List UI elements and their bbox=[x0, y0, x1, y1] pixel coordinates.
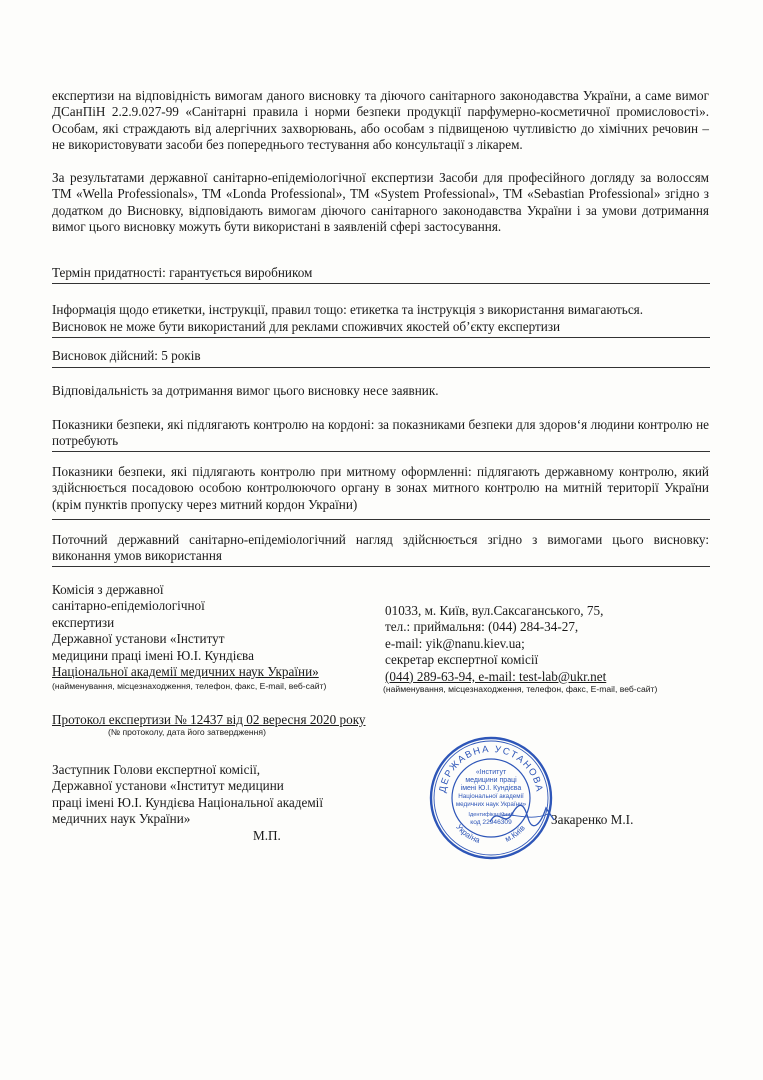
commission-line: експертизи bbox=[52, 614, 115, 630]
stamp-id-code: код 22946309 bbox=[470, 819, 512, 826]
stamp-bottom-left: Україна bbox=[454, 822, 482, 845]
commission-line: медицини праці імені Ю.І. Кундієва bbox=[52, 647, 254, 663]
divider bbox=[52, 519, 710, 520]
border-control: Показники безпеки, які підлягають контролю на кордоні: за показниками безпеки для здоров‘я людини контролю не потребують bbox=[52, 417, 709, 449]
validity: Висновок дійсний: 5 років bbox=[52, 348, 201, 363]
stamp-inner-line: «Інститут bbox=[475, 769, 507, 776]
customs-control: Показники безпеки, які підлягають контролю при митному оформленні: підлягають державному контролю, який здійснюється посадовою особою контролюючого органу в зонах митного контролю на митній території України (крім пунктів пропуску через митний кордон України) bbox=[52, 464, 709, 512]
divider bbox=[52, 337, 710, 338]
results-paragraph: За результатами державної санітарно-епідеміологічної експертизи Засоби для професійного догляду за волоссям ТМ «Wella Professionals», ТМ «Londa Professional», ТМ «System Professional», ТМ «Sebastian Professional» згідно з додатком до Висновку, відповідають вимогам діючого санітарного законодавства України і за умови дотримання вимог цього висновку можуть бути використані в заявленій сфері застосування. bbox=[52, 170, 709, 235]
stamp-inner-line: медицини праці bbox=[465, 777, 517, 784]
stamp-inner-line: медичних наук України» bbox=[455, 801, 527, 808]
stamp-bottom-right: м.Київ bbox=[503, 823, 527, 844]
divider bbox=[52, 566, 710, 567]
commission-caption: (найменування, місцезнаходження, телефон, факс, E-mail, веб-сайт) bbox=[52, 681, 327, 691]
divider bbox=[52, 451, 710, 452]
stamp-outer-text: ДЕРЖАВНА УСТАНОВА bbox=[437, 743, 545, 794]
contacts-caption: (найменування, місцезнаходження, телефон, факс, E-mail, веб-сайт) bbox=[383, 684, 658, 694]
stamp-inner-line: Національної академії bbox=[458, 793, 524, 800]
stamp-inner-line: імені Ю.І. Кундієва bbox=[460, 785, 522, 792]
signature-scribble bbox=[488, 800, 558, 830]
signatory-line: Державної установи «Інститут медицини bbox=[52, 778, 284, 794]
signatory-line: праці імені Ю.І. Кундієва Національної академії bbox=[52, 794, 324, 810]
commission-block bbox=[52, 582, 362, 680]
signatory-line: медичних наук України» bbox=[52, 811, 191, 827]
contacts-line: тел.: приймальня: (044) 284-34-27, bbox=[385, 619, 579, 635]
signatory-line: Заступник Голови експертної комісії, bbox=[52, 762, 261, 777]
contacts-block bbox=[385, 603, 685, 685]
stamp-id-label: Ідентифікаційний bbox=[468, 812, 514, 818]
responsibility: Відповідальність за дотримання вимог цього висновку несе заявник. bbox=[52, 383, 439, 398]
commission-line: Комісія з державної bbox=[52, 582, 164, 597]
supervision: Поточний державний санітарно-епідеміологічний нагляд здійснюється згідно з вимогами цього висновку: виконання умов використання bbox=[52, 532, 709, 564]
signatory-block bbox=[52, 762, 372, 828]
intro-paragraph: експертизи на відповідність вимогам даного висновку та діючого санітарного законодавства України, а саме вимог ДСанПіН 2.2.9.027-99 «Санітарні правила і норми безпеки продукції парфумерно-косметичної промисловості». Особам, які страждають від алергічних захворювань, або особам з підвищеною чутливістю до хімічних речовин – не використовувати засоби без попереднього тестування або консультації з лікарем. bbox=[52, 88, 709, 153]
divider bbox=[52, 367, 710, 368]
mp-mark: М.П. bbox=[253, 828, 281, 843]
official-stamp bbox=[428, 735, 554, 861]
divider bbox=[52, 283, 710, 284]
commission-line: санітарно-епідеміологічної bbox=[52, 598, 205, 614]
label-info: Інформація щодо етикетки, інструкції, правил тощо: етикетка та інструкція з використання вимагаються. bbox=[52, 302, 644, 317]
contacts-line: 01033, м. Київ, вул.Саксаганського, 75, bbox=[385, 603, 604, 618]
commission-line: Державної установи «Інститут bbox=[52, 631, 225, 647]
contacts-line: (044) 289-63-94, e-mail: test-lab@ukr.net bbox=[385, 668, 607, 684]
protocol-text: Протокол експертизи № 12437 від 02 вересня 2020 року bbox=[52, 712, 366, 727]
protocol-caption: (№ протоколу, дата його затвердження) bbox=[108, 727, 266, 737]
signatory-name: Закаренко М.І. bbox=[551, 812, 634, 827]
commission-line: Національної академії медичних наук України» bbox=[52, 664, 319, 680]
contacts-line: e-mail: yik@nanu.kiev.ua; bbox=[385, 635, 525, 651]
contacts-line: секретар експертної комісії bbox=[385, 652, 539, 668]
ad-restriction: Висновок не може бути використаний для реклами споживчих якостей об’єкту експертизи bbox=[52, 319, 561, 334]
shelf-life: Термін придатності: гарантується виробником bbox=[52, 265, 313, 280]
